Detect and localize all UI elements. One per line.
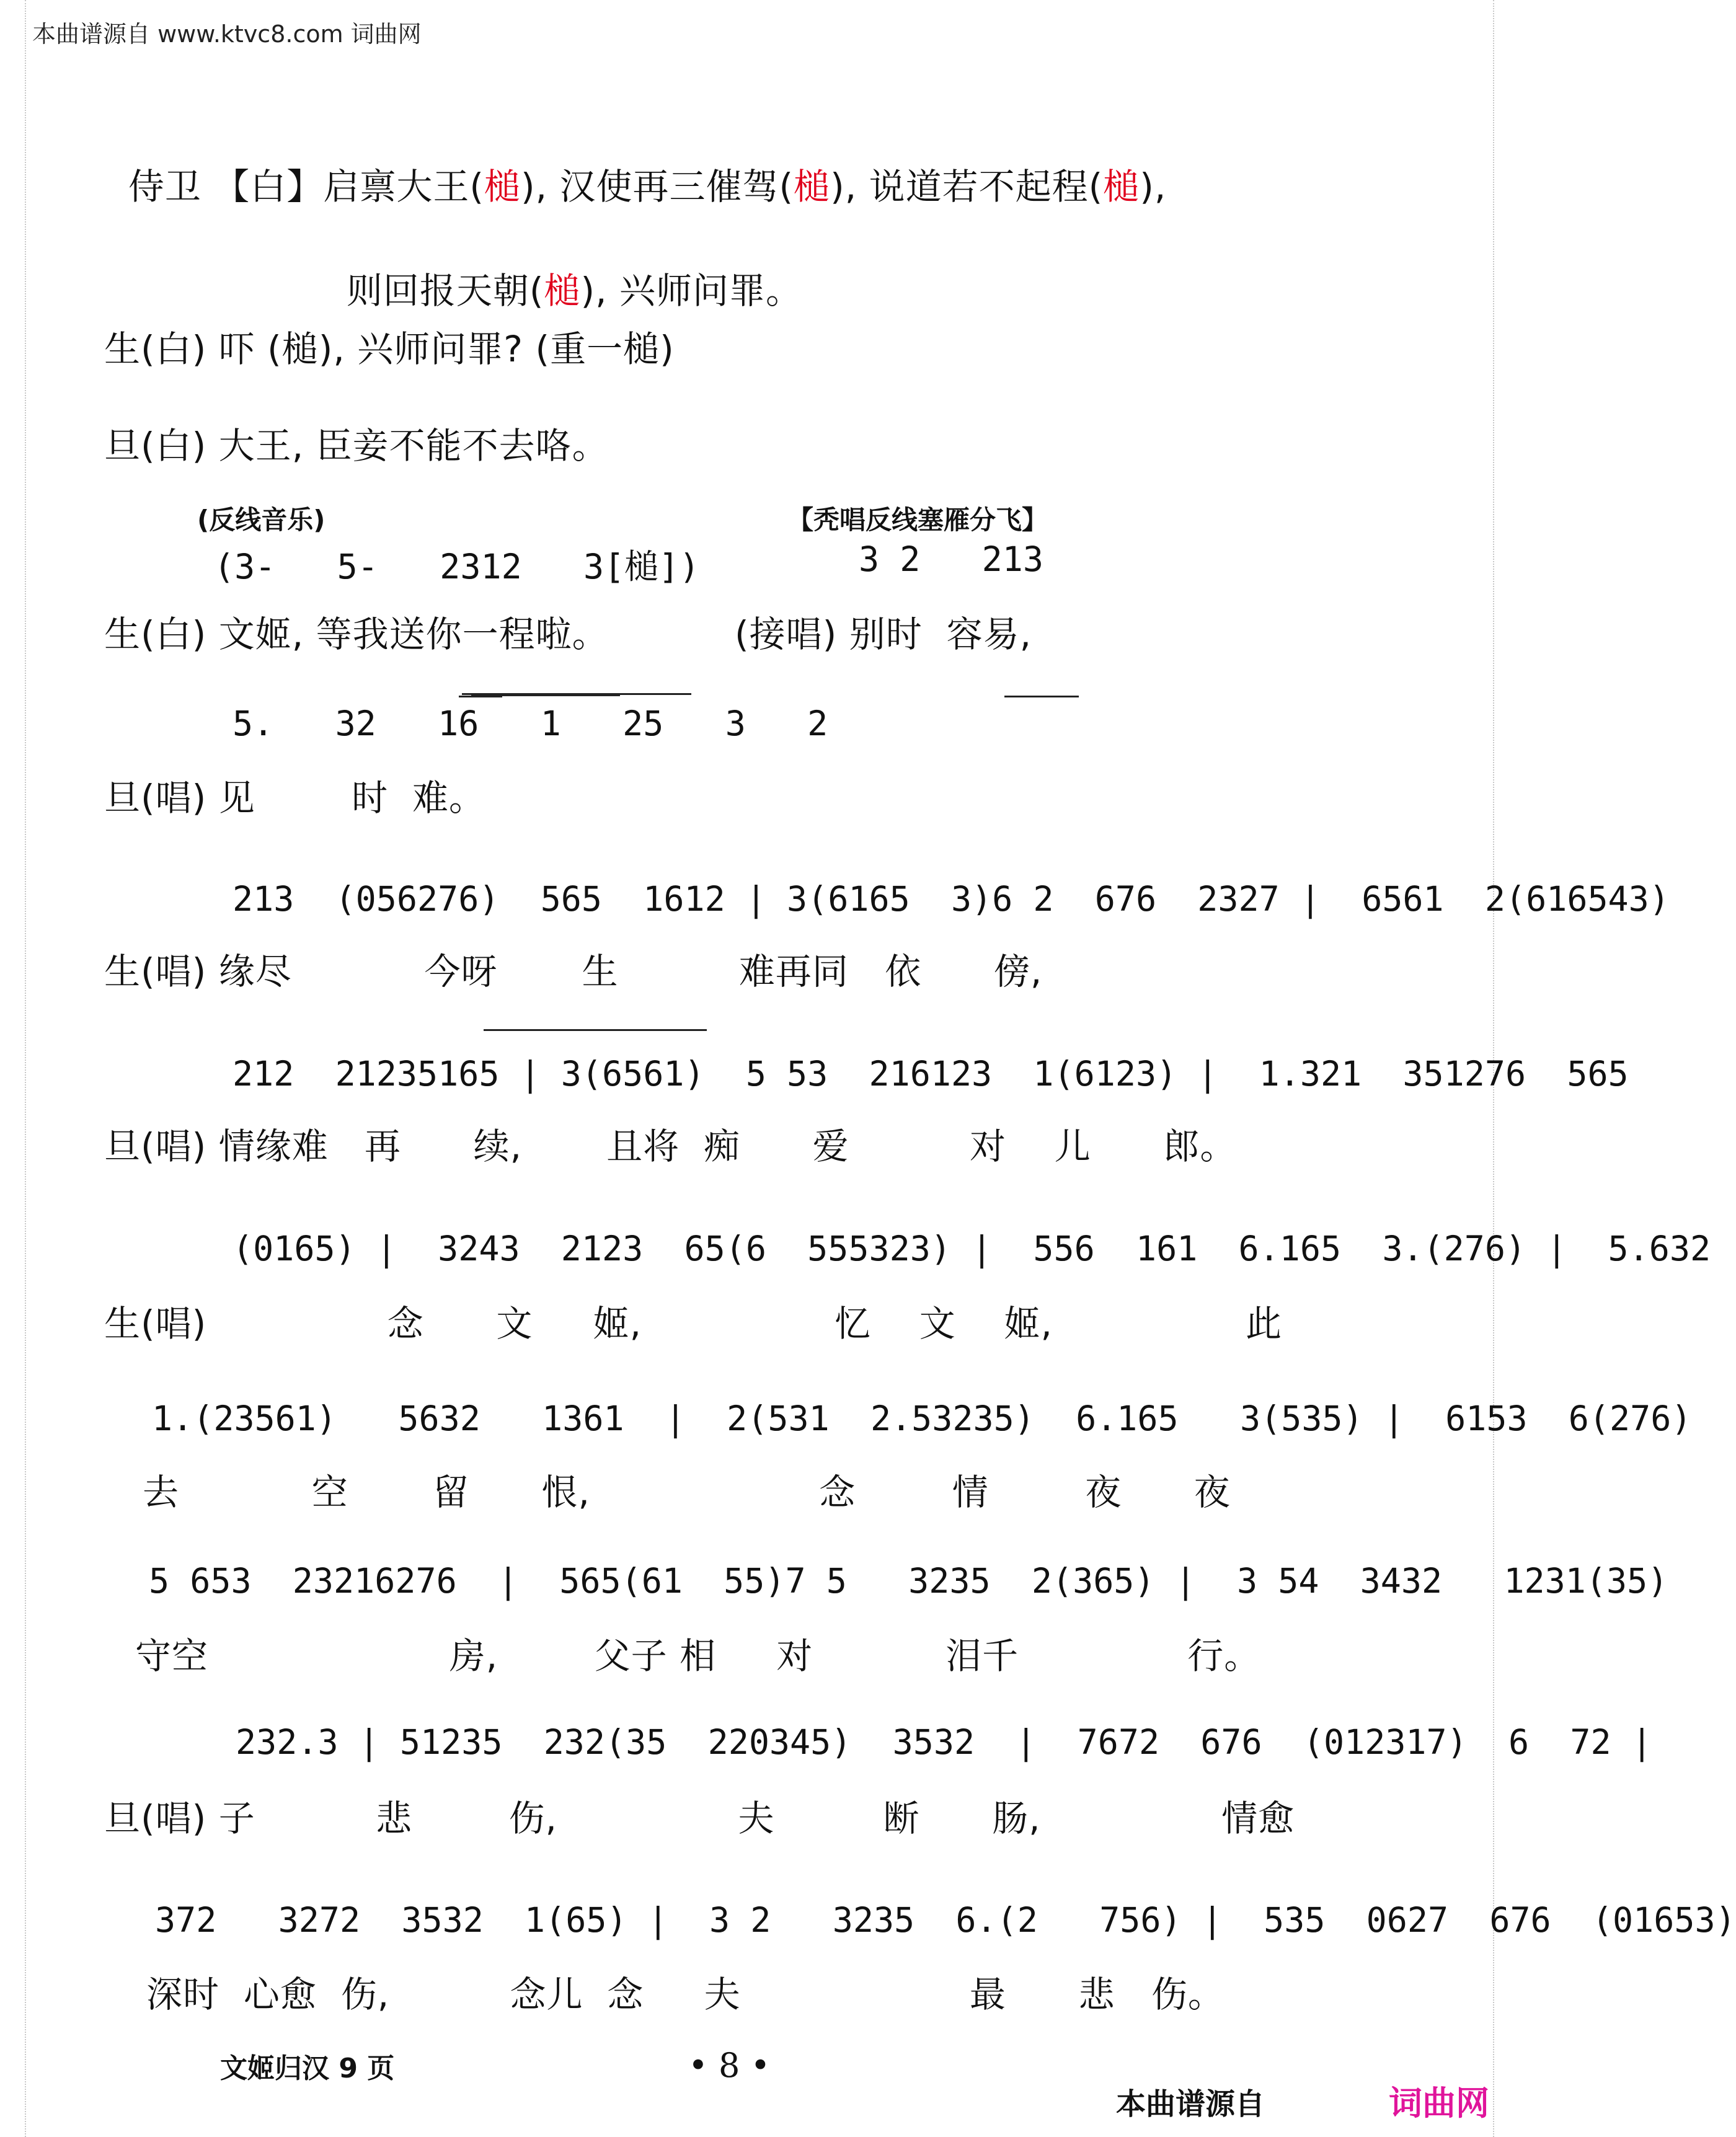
- lyric-row-8: 深时 心愈 伤, 念儿 念 夫 最 悲 伤。: [146, 1973, 1224, 2015]
- music-label: (反线音乐): [197, 505, 326, 535]
- notation-row-4: (0165) | 3243 2123 65(6 555323) | 556 161 6.165 3.(276) | 5.632: [232, 1229, 1711, 1268]
- lyric-row-4: 生(唱) 念 文 姬, 忆 文 姬, 此: [104, 1303, 1282, 1345]
- dialog-line-5: 生(白) 文姬, 等我送你一程啦。: [104, 613, 609, 655]
- lyric-row-7: 旦(唱) 子 悲 伤, 夫 断 肠, 情愈: [104, 1797, 1295, 1839]
- drum-mark: 槌: [794, 166, 831, 208]
- notation-row-2: 213 (056276) 565 1612 | 3(6165 3)6 2 676 2327 | 6561 2(616543): [232, 879, 1670, 919]
- phrase-slur: [462, 693, 691, 695]
- dialog-line-2: 则回报天朝(槌), 兴师问罪。: [346, 270, 803, 312]
- intro-notes: (3- 5- 2312 3[槌]): [214, 547, 700, 586]
- footer-source: 本曲谱源自: [1116, 2087, 1265, 2122]
- drum-mark: 槌: [544, 270, 581, 312]
- speaker-guard: 侍卫 【白】: [128, 166, 324, 208]
- notation-row-3: 212 21235165 | 3(6561) 5 53 216123 1(6123) | 1.321 351276 565: [232, 1054, 1629, 1094]
- site-logo[interactable]: 词曲网: [1389, 2084, 1489, 2123]
- phrase-slur: [484, 1029, 707, 1031]
- page-number: • 8 •: [688, 2046, 771, 2085]
- lyric-row-1: 旦(唱) 见 时 难。: [104, 777, 486, 819]
- dialog-line-3: 生(白) 吓 (槌), 兴师问罪? (重一槌): [104, 328, 675, 370]
- aria-label: 【秃唱反线塞雁分飞】: [787, 505, 1048, 535]
- lyric-row-3: 旦(唱) 情缘难 再 续, 且将 痴 爱 对 儿 郎。: [104, 1125, 1237, 1167]
- dialog-line-4: 旦(白) 大王, 臣妾不能不去咯。: [104, 425, 609, 467]
- left-dotted-border: [4, 0, 26, 2137]
- footer-title: 文姬归汉 9 页: [220, 2053, 395, 2084]
- lyric-row-2: 生(唱) 缘尽 今呀 生 难再同 依 傍,: [104, 950, 1043, 993]
- notation-row-7: 232.3 | 51235 232(35 220345) 3532 | 7672 676 (012317) 6 72 |: [236, 1722, 1652, 1762]
- dialog-line-1: 侍卫 【白】启禀大王(槌), 汉使再三催驾(槌), 说道若不起程(槌),: [128, 166, 1167, 208]
- drum-mark: 槌: [484, 166, 521, 208]
- aria-notes: 3 2 213: [859, 539, 1044, 579]
- notation-row-8: 372 3272 3532 1(65) | 3 2 3235 6.(2 756) | 535 0627 676 (01653): [155, 1900, 1736, 1940]
- lyric-row-6: 守空 房, 父子 相 对 泪千 行。: [135, 1635, 1261, 1677]
- lyric-row-5: 去 空 留 恨, 念 情 夜 夜: [143, 1471, 1231, 1513]
- notation-row-5: 1.(23561) 5632 1361 | 2(531 2.53235) 6.165 3(535) | 6153 6(276): [152, 1399, 1692, 1438]
- dialog-line-5-cont: (接唱) 别时 容易,: [735, 613, 1032, 655]
- ligature-slur: [1004, 696, 1079, 697]
- notation-row-1: 5. 32 16 1 25 3 2: [232, 704, 828, 743]
- header-source: 本曲谱源自 www.ktvc8.com 词曲网: [32, 20, 422, 48]
- drum-mark: 槌: [1103, 166, 1140, 208]
- notation-row-6: 5 653 23216276 | 565(61 55)7 5 3235 2(365) | 3 54 3432 1231(35): [149, 1561, 1668, 1601]
